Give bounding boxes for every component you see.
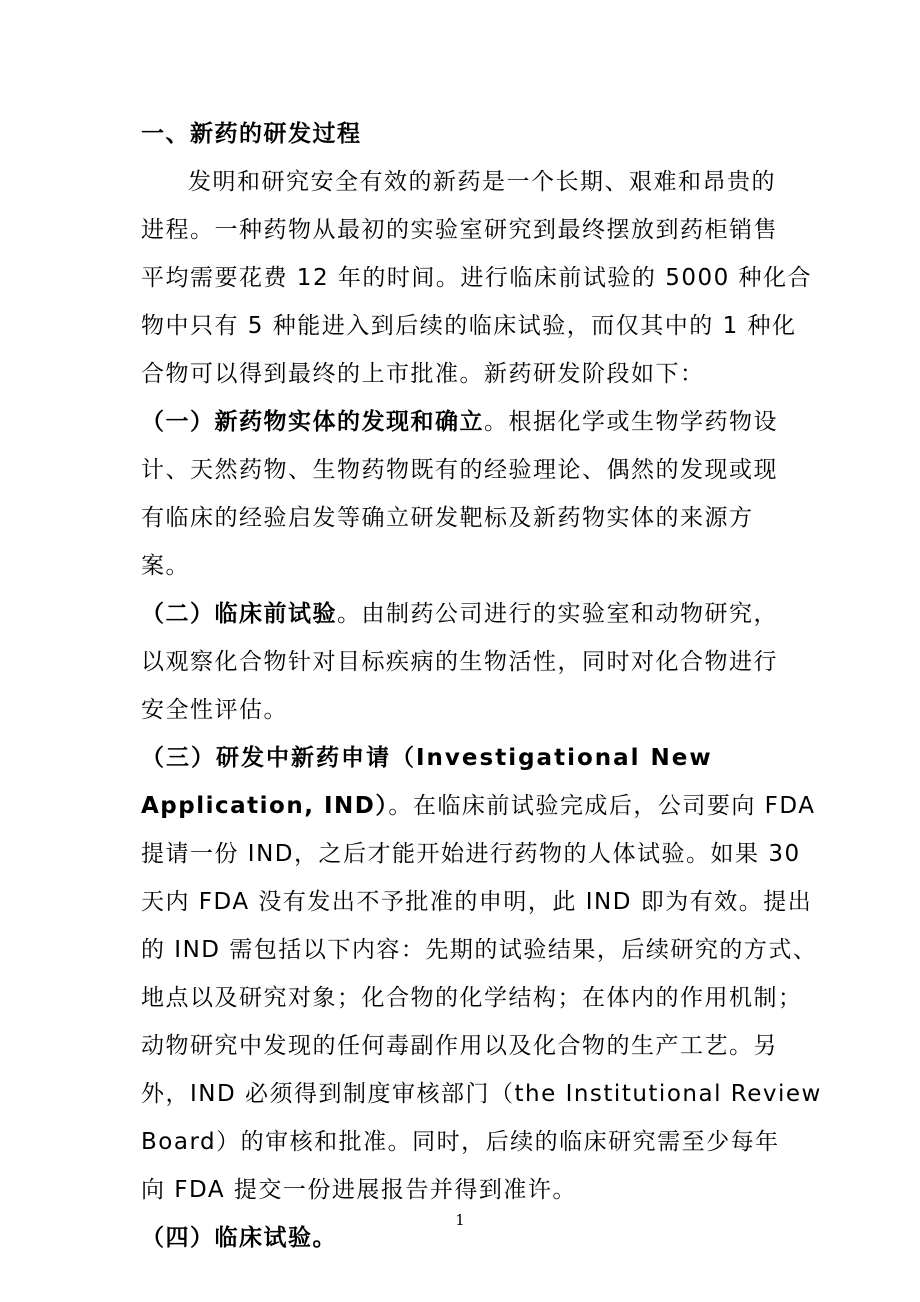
paragraph-line: 平均需要花费 12 年的时间。进行临床前试验的 5000 种化合 (141, 265, 813, 291)
paragraph-line: 的 IND 需包括以下内容：先期的试验结果，后续研究的方式、 (141, 937, 818, 963)
subsection-3-title-line-2: Application, IND） (141, 793, 389, 819)
section-heading: 一、新药的研发过程 (141, 121, 362, 147)
paragraph-line: 动物研究中发现的任何毒副作用以及化合物的生产工艺。另 (141, 1033, 778, 1059)
subsection-3-title-line-1: （三）研发中新药申请（Investigational New (141, 745, 713, 771)
page-number: 1 (455, 1211, 465, 1229)
paragraph-line: 案。 (141, 553, 190, 579)
paragraph-line: Board）的审核和批准。同时，后续的临床研究需至少每年 (141, 1129, 780, 1155)
subsection-2-text: 。由制药公司进行的实验室和动物研究， (337, 601, 778, 627)
paragraph-line: 合物可以得到最终的上市批准。新药研发阶段如下： (141, 361, 705, 387)
subsection-1-title: （一）新药物实体的发现和确立 (141, 409, 484, 435)
paragraph-line: 地点以及研究对象；化合物的化学结构；在体内的作用机制； (141, 985, 803, 1011)
paragraph-line: 安全性评估。 (141, 697, 288, 723)
subsection-4-title: （四）临床试验。 (141, 1225, 337, 1251)
paragraph-line: 外，IND 必须得到制度审核部门（the Institutional Review (141, 1081, 822, 1107)
paragraph-line: 以观察化合物针对目标疾病的生物活性，同时对化合物进行 (141, 649, 778, 675)
paragraph-line: 天内 FDA 没有发出不予批准的申明，此 IND 即为有效。提出 (141, 889, 813, 915)
subsection-1-text: 。根据化学或生物学药物设 (484, 409, 778, 435)
paragraph-line: 物中只有 5 种能进入到后续的临床试验，而仅其中的 1 种化 (141, 313, 797, 339)
paragraph-line: 向 FDA 提交一份进展报告并得到准许。 (141, 1177, 577, 1203)
subsection-3-text: 。在临床前试验完成后，公司要向 FDA (388, 793, 816, 819)
paragraph-line: 计、天然药物、生物药物既有的经验理论、偶然的发现或现 (141, 457, 778, 483)
subsection-1-first-line (141, 404, 801, 440)
subsection-3-first-line (141, 788, 816, 824)
subsection-2-first-line (141, 596, 801, 632)
subsection-2-title: （二）临床前试验 (141, 601, 337, 627)
paragraph-line: 有临床的经验启发等确立研发靶标及新药物实体的来源方 (141, 505, 754, 531)
paragraph-line: 发明和研究安全有效的新药是一个长期、艰难和昂贵的 (188, 169, 776, 195)
paragraph-line: 提请一份 IND，之后才能开始进行药物的人体试验。如果 30 (141, 841, 801, 867)
paragraph-line: 进程。一种药物从最初的实验室研究到最终摆放到药柜销售 (141, 217, 778, 243)
